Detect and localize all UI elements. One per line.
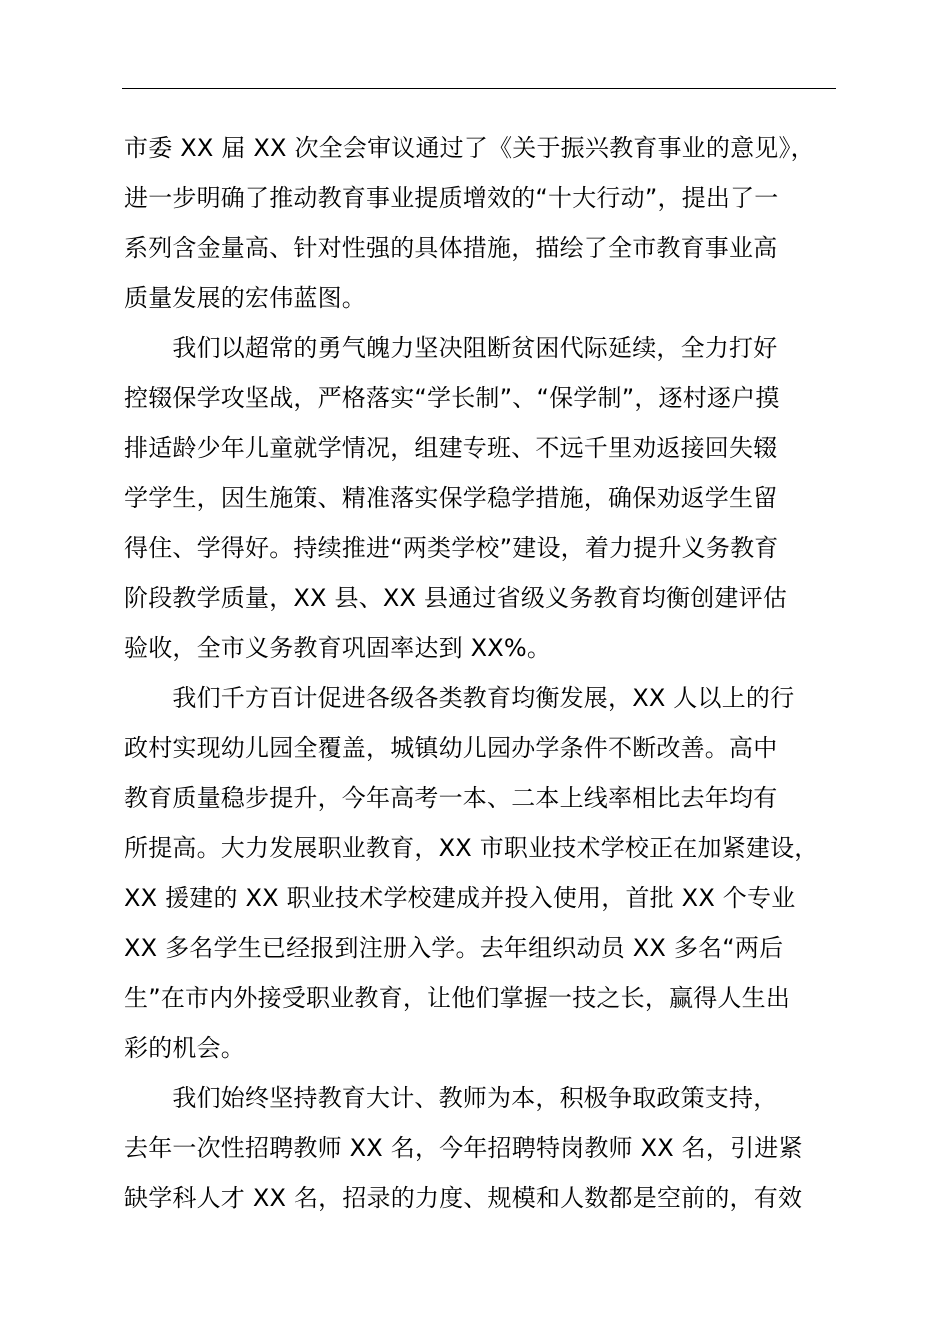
text-line: 进一步明确了推动教育事业提质增效的“十大行动”，提出了一 — [124, 184, 779, 212]
text-line: 阶段教学质量，XX 县、XX 县通过省级义务教育均衡创建评估 — [124, 584, 788, 612]
text-line: 质量发展的宏伟蓝图。 — [124, 284, 366, 312]
text-line: 我们始终坚持教育大计、教师为本，积极争取政策支持， — [124, 1084, 778, 1112]
text-line: 缺学科人才 XX 名，招录的力度、规模和人数都是空前的，有效 — [124, 1184, 803, 1212]
text-line: 去年一次性招聘教师 XX 名，今年招聘特岗教师 XX 名，引进紧 — [124, 1134, 803, 1162]
text-line: 生”在市内外接受职业教育，让他们掌握一技之长，赢得人生出 — [124, 984, 791, 1012]
text-line: 排适龄少年儿童就学情况，组建专班、不远千里劝返接回失辍 — [124, 434, 778, 462]
text-line: XX 援建的 XX 职业技术学校建成并投入使用，首批 XX 个专业 — [124, 884, 796, 912]
header-rule — [122, 88, 836, 89]
text-line: 验收，全市义务教育巩固率达到 XX%。 — [124, 634, 552, 662]
text-line: 我们千方百计促进各级各类教育均衡发展，XX 人以上的行 — [124, 684, 795, 712]
text-line: 彩的机会。 — [124, 1034, 245, 1062]
text-line: 控辍保学攻坚战，严格落实“学长制”、“保学制”，逐村逐户摸 — [124, 384, 780, 412]
text-line: 系列含金量高、针对性强的具体措施，描绘了全市教育事业高 — [124, 234, 778, 262]
text-line: 所提高。大力发展职业教育，XX 市职业技术学校正在加紧建设， — [124, 834, 819, 862]
text-line: 教育质量稳步提升，今年高考一本、二本上线率相比去年均有 — [124, 784, 778, 812]
text-line: 我们以超常的勇气魄力坚决阻断贫困代际延续，全力打好 — [124, 334, 778, 362]
text-line: 政村实现幼儿园全覆盖，城镇幼儿园办学条件不断改善。高中 — [124, 734, 778, 762]
text-line: 学学生，因生施策、精准落实保学稳学措施，确保劝返学生留 — [124, 484, 778, 512]
text-line: 得住、学得好。持续推进“两类学校”建设，着力提升义务教育 — [124, 534, 779, 562]
text-line: 市委 XX 届 XX 次全会审议通过了《关于振兴教育事业的意见》， — [124, 134, 815, 162]
text-line: XX 多名学生已经报到注册入学。去年组织动员 XX 多名“两后 — [124, 934, 784, 962]
